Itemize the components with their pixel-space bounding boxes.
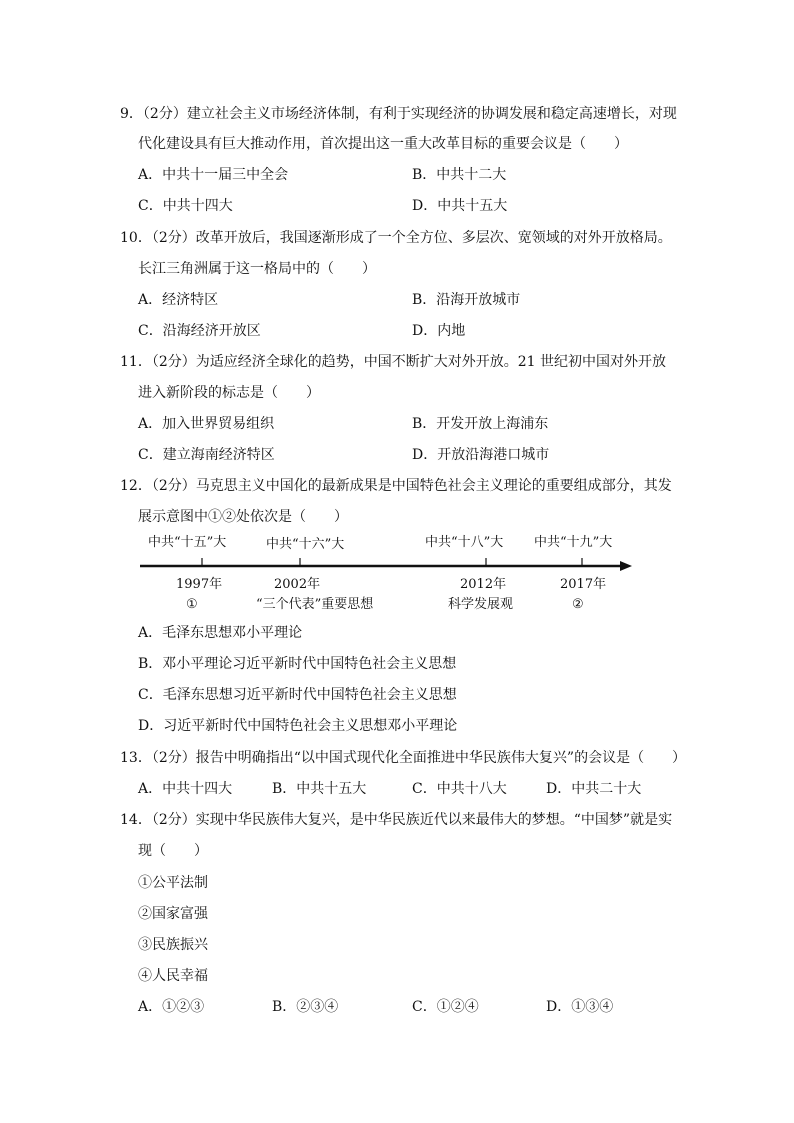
- q13-option-c: C．中共十八大: [412, 781, 507, 797]
- year-2017: 2017年: [560, 577, 607, 592]
- q11-option-c: C．建立海南经济特区: [138, 447, 275, 463]
- q10-option-d: D．内地: [412, 323, 466, 339]
- year-2012: 2012年: [460, 577, 507, 592]
- theory-three-represents: “三个代表”重要思想: [256, 597, 374, 612]
- q14-option-c: C．①②④: [412, 999, 479, 1015]
- year-2002: 2002年: [274, 577, 321, 592]
- q11-option-d: D．开放沿海港口城市: [412, 447, 550, 463]
- q9-stem-line1: 9．（2分）建立社会主义市场经济体制，有利于实现经济的协调发展和稳定高速增长，对现: [120, 106, 677, 122]
- q13-option-d: D．中共二十大: [546, 781, 642, 797]
- q14-stem-line2: 现（ ）: [138, 843, 208, 859]
- q10-stem-line1: 10．（2分）改革开放后，我国逐渐形成了一个全方位、多层次、宽领域的对外开放格局。: [120, 230, 672, 246]
- congress-15: 中共“十五”大: [148, 535, 227, 550]
- year-1997: 1997年: [176, 577, 223, 592]
- q14-item-1: ①公平法制: [138, 875, 208, 891]
- q14-stem-line1: 14．（2分）实现中华民族伟大复兴，是中华民族近代以来最伟大的梦想。“中国梦”就是实: [120, 812, 673, 828]
- theory-scientific-development: 科学发展观: [448, 597, 514, 612]
- q13-option-b: B．中共十五大: [272, 781, 367, 797]
- q12-option-b: B．邓小平理论习近平新时代中国特色社会主义思想: [138, 656, 457, 672]
- q10-option-b: B．沿海开放城市: [412, 292, 521, 308]
- q12-option-d: D．习近平新时代中国特色社会主义思想邓小平理论: [138, 718, 458, 734]
- q14-option-d: D．①③④: [546, 999, 614, 1015]
- theory-blank-1: ①: [186, 597, 198, 612]
- q11-stem-line2: 进入新阶段的标志是（ ）: [138, 385, 320, 401]
- q12-stem-line1: 12．（2分）马克思主义中国化的最新成果是中国特色社会主义理论的重要组成部分，其发: [120, 478, 672, 494]
- q12-option-a: A．毛泽东思想邓小平理论: [138, 625, 303, 641]
- q13-stem-line1: 13．（2分）报告中明确指出“以中国式现代化全面推进中华民族伟大复兴”的会议是（ ）: [120, 750, 687, 766]
- q14-item-4: ④人民幸福: [138, 968, 208, 984]
- q9-stem-line2: 代化建设具有巨大推动作用，首次提出这一重大改革目标的重要会议是（ ）: [138, 136, 628, 152]
- q14-option-a: A．①②③: [138, 999, 205, 1015]
- q11-option-b: B．开发开放上海浦东: [412, 416, 549, 432]
- q9-option-b: B．中共十二大: [412, 167, 507, 183]
- congress-18: 中共“十八”大: [425, 535, 504, 550]
- q10-option-a: A．经济特区: [138, 292, 219, 308]
- q14-option-b: B．②③④: [272, 999, 339, 1015]
- q9-option-c: C．中共十四大: [138, 198, 233, 214]
- q9-option-d: D．中共十五大: [412, 198, 508, 214]
- q11-option-a: A．加入世界贸易组织: [138, 416, 275, 432]
- congress-16: 中共“十六”大: [266, 537, 345, 552]
- theory-blank-2: ②: [572, 597, 584, 612]
- congress-19: 中共“十九”大: [534, 535, 613, 550]
- q14-item-2: ②国家富强: [138, 906, 208, 922]
- q11-stem-line1: 11．（2分）为适应经济全球化的趋势，中国不断扩大对外开放。21 世纪初中国对外开放: [120, 354, 667, 370]
- q10-stem-line2: 长江三角洲属于这一格局中的（ ）: [138, 261, 376, 277]
- q10-option-c: C．沿海经济开放区: [138, 323, 261, 339]
- timeline-arrow-icon: [620, 561, 632, 571]
- q12-option-c: C．毛泽东思想习近平新时代中国特色社会主义思想: [138, 687, 457, 703]
- q13-option-a: A．中共十四大: [138, 781, 233, 797]
- q9-option-a: A．中共十一届三中全会: [138, 167, 289, 183]
- q14-item-3: ③民族振兴: [138, 937, 208, 953]
- q12-stem-line2: 展示意图中①②处依次是（ ）: [138, 509, 348, 525]
- development-timeline: [120, 528, 650, 618]
